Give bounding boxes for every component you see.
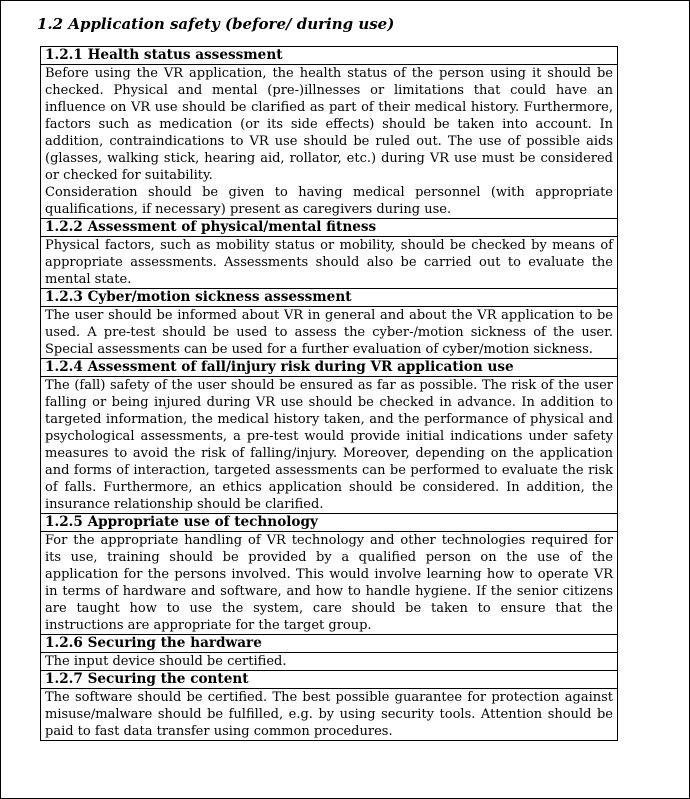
section-title: 1.2.3 Cyber/motion sickness assessment — [41, 289, 618, 307]
section-title: 1.2.6 Securing the hardware — [41, 635, 618, 653]
section-body-row — [41, 65, 618, 219]
section-body — [41, 307, 618, 359]
section-body-row — [41, 307, 618, 359]
section-title-row — [41, 514, 618, 532]
document-heading: 1.2 Application safety (before/ during use) — [37, 15, 395, 33]
section-paragraph: The user should be informed about VR in general and about the VR application to be used. A pre-test should be used to assess the cyber-/motion sickness of the user. Special assessments can be used for a further evaluation of cyber/motion sickness. — [45, 308, 613, 357]
section-body-row — [41, 689, 618, 741]
section-title-row — [41, 635, 618, 653]
section-paragraph: Consideration should be given to having medical personnel (with appropriate qualifications, if necessary) present as caregivers during use. — [45, 185, 613, 217]
section-paragraph: The (fall) safety of the user should be ensured as far as possible. The risk of the user falling or being injured during VR use should be checked in advance. In addition to targeted information, the medical history taken, and the performance of physical and psychological assessments, a pre-test would provide initial indications under safety measures to avoid the risk of falling/injury. Moreover, depending on the application and forms of interaction, targeted assessments can be performed to evaluate the risk of falls. Furthermore, an ethics application should be considered. In addition, the insurance relationship should be clarified. — [45, 378, 613, 512]
section-paragraph: The input device should be certified. — [45, 654, 287, 669]
section-body — [41, 65, 618, 219]
section-body — [41, 689, 618, 741]
section-title: 1.2.4 Assessment of fall/injury risk during VR application use — [41, 359, 618, 377]
section-title: 1.2.1 Health status assessment — [41, 47, 618, 65]
section-title: 1.2.2 Assessment of physical/mental fitness — [41, 219, 618, 237]
section-body-row — [41, 237, 618, 289]
section-body — [41, 532, 618, 635]
section-paragraph: For the appropriate handling of VR technology and other technologies required for its use, training should be provided by a qualified person on the use of the application for the persons involved. This would involve learning how to operate VR in terms of hardware and software, and how to handle hygiene. If the senior citizens are taught how to use the system, care should be taken to ensure that the instructions are appropriate for the target group. — [45, 533, 613, 633]
section-title: 1.2.5 Appropriate use of technology — [41, 514, 618, 532]
section-title-row — [41, 289, 618, 307]
section-body-row — [41, 653, 618, 671]
section-title-row — [41, 671, 618, 689]
section-title-row — [41, 47, 618, 65]
section-paragraph: Before using the VR application, the health status of the person using it should be checked. Physical and mental (pre-)illnesses or limitations that could have an influence on VR use should be clarified as part of their medical history. Furthermore, factors such as medication (or its side effects) should be taken into account. In addition, contraindications to VR use should be ruled out. The use of possible aids (glasses, walking stick, hearing aid, rollator, etc.) during VR use must be considered or checked for suitability. — [45, 66, 613, 183]
section-body-row — [41, 532, 618, 635]
section-title-row — [41, 219, 618, 237]
section-paragraph: The software should be certified. The best possible guarantee for protection against misuse/malware should be fulfilled, e.g. by using security tools. Attention should be paid to fast data transfer using common procedures. — [45, 690, 613, 739]
section-title: 1.2.7 Securing the content — [41, 671, 618, 689]
section-body — [41, 377, 618, 514]
section-body-row — [41, 377, 618, 514]
sections-table — [40, 46, 618, 741]
section-body — [41, 653, 618, 671]
section-body — [41, 237, 618, 289]
section-paragraph: Physical factors, such as mobility status or mobility, should be checked by means of appropriate assessments. Assessments should also be carried out to evaluate the mental state. — [45, 238, 613, 287]
section-title-row — [41, 359, 618, 377]
